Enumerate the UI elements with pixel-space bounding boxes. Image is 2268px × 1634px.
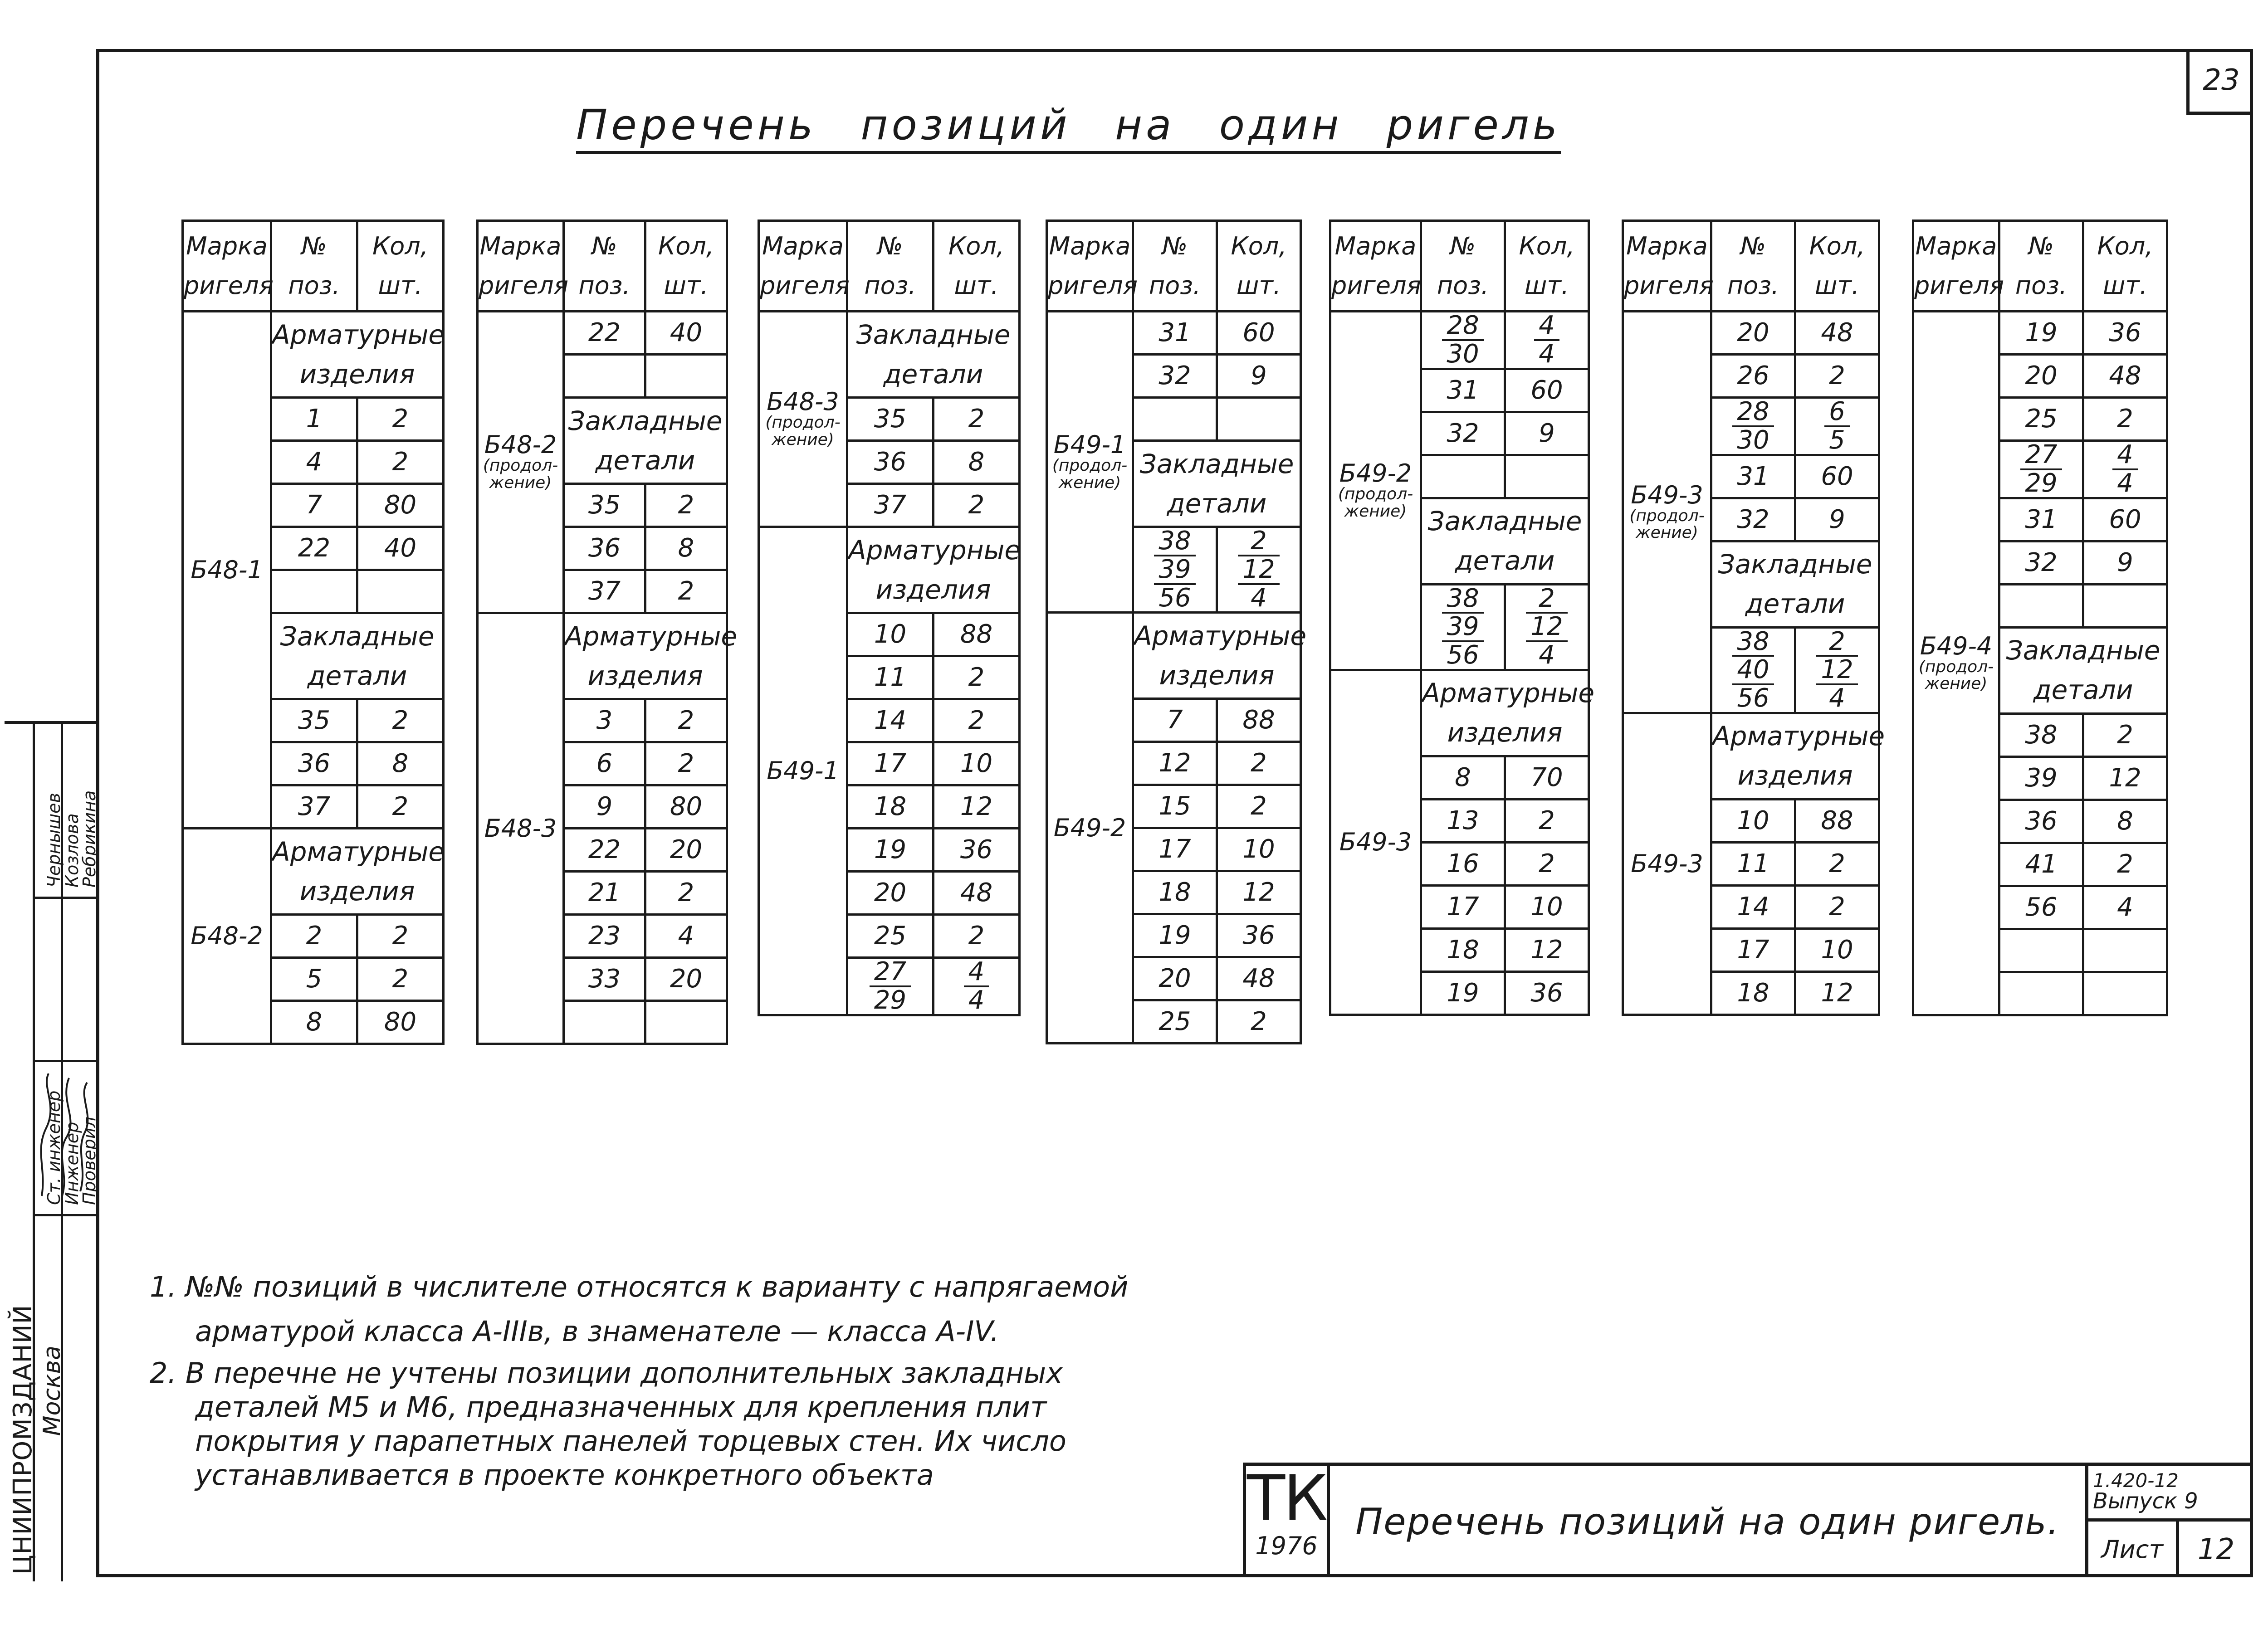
issue: Выпуск 9 (2093, 1488, 2198, 1514)
pos-cell: 18 (1711, 971, 1795, 1015)
qty-cell: 12 (934, 785, 1020, 829)
rigel-mark: Б49-3 (продол-жение) (1623, 312, 1711, 713)
qty-cell: 2 (1217, 1000, 1301, 1044)
pos-cell: 31 (1421, 369, 1505, 412)
pos-cell: 37 (564, 570, 645, 613)
qty-cell (357, 570, 444, 613)
qty-cell: 2 (645, 699, 727, 742)
pos-cell: 17 (1711, 928, 1795, 971)
tk-logo: ТК 1976 (1246, 1466, 1330, 1577)
header-qty: Кол, шт. (2083, 221, 2167, 312)
pos-cell: 35 (847, 398, 934, 441)
qty-cell: 2 (645, 742, 727, 785)
rigel-mark: Б48-1 (183, 312, 271, 829)
qty-cell: 2 (357, 915, 444, 958)
qty-cell: 2 (1795, 355, 1879, 398)
rigel-mark: Б49-4 (продол-жение) (1913, 312, 1999, 1015)
section-label: Закладные детали (1421, 498, 1589, 584)
pos-cell: 26 (1711, 355, 1795, 398)
pos-cell: 41 (1999, 843, 2083, 886)
qty-cell (645, 355, 727, 398)
pos-cell: 20 (1133, 957, 1217, 1000)
qty-cell: 10 (1505, 885, 1589, 928)
pos-cell (564, 355, 645, 398)
role-engineer: Инженер (62, 1122, 82, 1205)
pos-fraction: $\frac{28}{30}$ (1421, 312, 1505, 369)
pos-cell: 38 (1999, 713, 2083, 756)
pos-cell: 10 (1711, 799, 1795, 842)
section-label: Закладные детали (1133, 441, 1301, 527)
qty-cell: 8 (2083, 800, 2167, 843)
title-block (1243, 1463, 2253, 1577)
qty-cell: 2 (645, 570, 727, 613)
qty-cell: 48 (1795, 312, 1879, 355)
header-pos: № поз. (271, 221, 357, 312)
qty-cell: 9 (1217, 355, 1301, 398)
qty-cell: 48 (1217, 957, 1301, 1000)
qty-cell: 20 (645, 829, 727, 872)
position-table-5 (1329, 219, 1595, 1016)
pos-cell: 19 (1133, 914, 1217, 957)
pos-cell: 7 (1133, 699, 1217, 742)
sheet-corner-number: 23 (2186, 49, 2253, 115)
pos-cell: 20 (1711, 312, 1795, 355)
pos-cell: 3 (564, 699, 645, 742)
qty-cell (645, 1001, 727, 1044)
qty-cell (2083, 972, 2167, 1015)
name-kozlova: Козлова (62, 813, 82, 888)
header-mark: Марка ригеля (759, 221, 847, 312)
qty-cell: 2 (1505, 842, 1589, 885)
pos-cell: 36 (847, 441, 934, 484)
position-table-2 (476, 219, 738, 1045)
position-table-7 (1912, 219, 2168, 1016)
pos-cell: 8 (1421, 756, 1505, 799)
header-mark: Марка ригеля (1623, 221, 1711, 312)
pos-fraction: $\frac{27}{29}$ (847, 958, 934, 1015)
pos-cell: 10 (847, 613, 934, 656)
header-pos: № поз. (564, 221, 645, 312)
qty-cell: 2 (2083, 713, 2167, 756)
header-qty: Кол, шт. (357, 221, 444, 312)
qty-cell: 20 (645, 958, 727, 1001)
pos-cell: 20 (847, 872, 934, 915)
pos-cell: 56 (1999, 886, 2083, 929)
rigel-mark: Б48-3 (продол-жение) (759, 312, 847, 527)
header-pos: № поз. (1999, 221, 2083, 312)
qty-cell: 2 (934, 656, 1020, 699)
pos-cell: 5 (271, 958, 357, 1001)
qty-fraction: $\frac{4}{4}$ (1505, 312, 1589, 369)
name-chernyshev: Чернышев (44, 793, 64, 888)
section-label: Арматурные изделия (271, 312, 444, 398)
qty-cell: 10 (1217, 828, 1301, 871)
pos-cell: 17 (1421, 885, 1505, 928)
role-checker: Проверил (79, 1117, 99, 1205)
header-qty: Кол, шт. (934, 221, 1020, 312)
note-2-line-3: покрытия у парапетных панелей торцевых стен. Их число (195, 1424, 1066, 1458)
section-label: Арматурные изделия (1133, 613, 1301, 699)
qty-cell: 4 (2083, 886, 2167, 929)
qty-fraction: $\frac{4}{4}$ (2083, 441, 2167, 498)
rigel-mark: Б49-1 (продол-жение) (1047, 312, 1133, 613)
doc-number-cell (2088, 1466, 2253, 1522)
pos-cell: 4 (271, 441, 357, 484)
qty-cell: 2 (645, 484, 727, 527)
name-rebrikina: Ребрикина (79, 790, 99, 888)
pos-cell: 36 (564, 527, 645, 570)
header-pos: № поз. (1133, 221, 1217, 312)
header-pos: № поз. (847, 221, 934, 312)
qty-cell: 9 (1505, 412, 1589, 455)
qty-cell: 2 (357, 699, 444, 742)
note-2-line-1: 2. В перечне не учтены позиции дополнительных закладных (150, 1356, 1063, 1390)
rigel-mark: Б48-2 (продол-жение) (478, 312, 564, 613)
pos-cell: 31 (1133, 312, 1217, 355)
pos-cell: 37 (271, 785, 357, 829)
pos-cell: 39 (1999, 756, 2083, 800)
qty-cell: 2 (2083, 398, 2167, 441)
qty-cell: 48 (934, 872, 1020, 915)
header-mark: Марка ригеля (1047, 221, 1133, 312)
qty-cell: 2 (934, 699, 1020, 742)
position-table-6 (1622, 219, 1885, 1016)
qty-cell: 2 (357, 398, 444, 441)
qty-cell: 80 (645, 785, 727, 829)
qty-cell: 80 (357, 484, 444, 527)
qty-cell: 2 (357, 441, 444, 484)
role-senior-engineer: Ст. инженер (44, 1090, 64, 1205)
qty-cell: 88 (1217, 699, 1301, 742)
pos-cell: 8 (271, 1001, 357, 1044)
note-1-line-2: арматурой класса А-ІІІв, в знаменателе — класса А-ІV. (195, 1315, 999, 1348)
signatures (33, 1060, 96, 1214)
pos-cell: 23 (564, 915, 645, 958)
qty-cell: 10 (934, 742, 1020, 785)
qty-cell: 36 (934, 829, 1020, 872)
pos-cell (564, 1001, 645, 1044)
pos-cell: 11 (847, 656, 934, 699)
pos-fraction: $\frac{27}{29}$ (1999, 441, 2083, 498)
pos-cell: 1 (271, 398, 357, 441)
qty-fraction: $\frac{4}{4}$ (934, 958, 1020, 1015)
pos-cell: 20 (1999, 355, 2083, 398)
header-pos: № поз. (1711, 221, 1795, 312)
qty-cell (1505, 455, 1589, 498)
pos-cell: 32 (1711, 498, 1795, 541)
pos-cell (1133, 398, 1217, 441)
qty-cell (2083, 584, 2167, 627)
qty-cell: 2 (934, 398, 1020, 441)
position-table-3 (758, 219, 1021, 1016)
qty-cell: 40 (357, 527, 444, 570)
pos-cell (1999, 584, 2083, 627)
qty-cell: 2 (357, 958, 444, 1001)
qty-cell: 70 (1505, 756, 1589, 799)
header-qty: Кол, шт. (1795, 221, 1879, 312)
qty-cell: 12 (2083, 756, 2167, 800)
pos-cell: 36 (271, 742, 357, 785)
pos-cell: 32 (1133, 355, 1217, 398)
qty-cell: 2 (645, 872, 727, 915)
pos-cell: 21 (564, 872, 645, 915)
pos-cell: 35 (271, 699, 357, 742)
qty-cell: 12 (1505, 928, 1589, 971)
rigel-mark: Б48-3 (478, 613, 564, 1044)
section-label: Закладные детали (271, 613, 444, 699)
qty-cell: 10 (1795, 928, 1879, 971)
pos-cell: 18 (1421, 928, 1505, 971)
pos-cell: 32 (1421, 412, 1505, 455)
pos-cell: 32 (1999, 541, 2083, 584)
pos-cell: 7 (271, 484, 357, 527)
qty-cell: 36 (1217, 914, 1301, 957)
pos-cell: 6 (564, 742, 645, 785)
qty-cell: 60 (1795, 455, 1879, 498)
pos-cell: 22 (564, 829, 645, 872)
pos-fraction: $\frac{28}{30}$ (1711, 398, 1795, 455)
rigel-mark: Б49-3 (1623, 713, 1711, 1015)
pos-cell: 18 (1133, 871, 1217, 914)
position-table-1 (181, 219, 445, 1045)
qty-stack: 2 12 4 (1217, 527, 1301, 613)
pos-cell: 9 (564, 785, 645, 829)
qty-fraction: $\frac{6}{5}$ (1795, 398, 1879, 455)
year: 1976 (1255, 1531, 1318, 1560)
pos-cell: 25 (847, 915, 934, 958)
qty-cell: 9 (1795, 498, 1879, 541)
header-mark: Марка ригеля (183, 221, 271, 312)
sheet-label: Лист (2088, 1522, 2179, 1577)
pos-cell: 25 (1133, 1000, 1217, 1044)
rigel-mark: Б48-2 (183, 829, 271, 1044)
pos-cell: 15 (1133, 785, 1217, 828)
rigel-mark: Б49-2 (1047, 613, 1133, 1044)
section-label: Арматурные изделия (1711, 713, 1879, 799)
qty-cell: 2 (1795, 842, 1879, 885)
position-table-4 (1046, 219, 1307, 1044)
header-qty: Кол, шт. (645, 221, 727, 312)
header-qty: Кол, шт. (1217, 221, 1301, 312)
rigel-mark: Б49-3 (1330, 670, 1421, 1015)
qty-cell: 4 (645, 915, 727, 958)
pos-cell: 16 (1421, 842, 1505, 885)
qty-cell: 60 (2083, 498, 2167, 541)
doc-number: 1.420-12 (2093, 1469, 2179, 1492)
qty-cell: 12 (1795, 971, 1879, 1015)
pos-cell (1999, 972, 2083, 1015)
pos-cell: 13 (1421, 799, 1505, 842)
qty-cell: 9 (2083, 541, 2167, 584)
qty-cell: 8 (934, 441, 1020, 484)
header-mark: Марка ригеля (478, 221, 564, 312)
drawing-name: Перечень позиций на один ригель. (1355, 1500, 2060, 1543)
qty-cell: 8 (357, 742, 444, 785)
qty-stack: 2 12 4 (1505, 584, 1589, 670)
header-pos: № поз. (1421, 221, 1505, 312)
qty-cell: 2 (934, 484, 1020, 527)
pos-cell: 22 (271, 527, 357, 570)
page-title: Перечень позиций на один ригель (576, 101, 1561, 154)
pos-stack: 38 39 56 (1133, 527, 1217, 613)
section-label: Закладные детали (1711, 541, 1879, 627)
qty-cell (2083, 929, 2167, 972)
qty-cell: 8 (645, 527, 727, 570)
qty-cell: 48 (2083, 355, 2167, 398)
qty-cell: 40 (645, 312, 727, 355)
pos-cell: 19 (1421, 971, 1505, 1015)
section-label: Арматурные изделия (564, 613, 727, 699)
pos-cell: 14 (1711, 885, 1795, 928)
qty-cell: 88 (934, 613, 1020, 656)
rigel-mark: Б49-1 (759, 527, 847, 1015)
pos-cell: 19 (1999, 312, 2083, 355)
pos-cell: 14 (847, 699, 934, 742)
pos-cell: 19 (847, 829, 934, 872)
pos-cell: 12 (1133, 742, 1217, 785)
rigel-mark: Б49-2 (продол-жение) (1330, 312, 1421, 670)
pos-cell: 25 (1999, 398, 2083, 441)
qty-cell: 2 (1217, 742, 1301, 785)
header-qty: Кол, шт. (1505, 221, 1589, 312)
pos-cell: 11 (1711, 842, 1795, 885)
pos-cell: 18 (847, 785, 934, 829)
qty-cell: 2 (1505, 799, 1589, 842)
section-label: Закладные детали (564, 398, 727, 484)
qty-cell: 2 (357, 785, 444, 829)
pos-cell: 22 (564, 312, 645, 355)
qty-cell: 80 (357, 1001, 444, 1044)
qty-stack: 2 12 4 (1795, 627, 1879, 713)
pos-cell: 31 (1999, 498, 2083, 541)
pos-cell: 35 (564, 484, 645, 527)
qty-cell: 2 (1217, 785, 1301, 828)
pos-cell: 36 (1999, 800, 2083, 843)
qty-cell: 60 (1505, 369, 1589, 412)
section-label: Арматурные изделия (847, 527, 1020, 613)
qty-cell: 60 (1217, 312, 1301, 355)
sidebar-stamp (5, 721, 99, 1581)
org-name: ЦНИИПРОМЗДАНИЙ (8, 1304, 38, 1575)
header-mark: Марка ригеля (1913, 221, 1999, 312)
pos-cell: 31 (1711, 455, 1795, 498)
pos-cell: 17 (1133, 828, 1217, 871)
qty-cell (1217, 398, 1301, 441)
section-label: Арматурные изделия (271, 829, 444, 915)
section-label: Арматурные изделия (1421, 670, 1589, 756)
pos-cell: 33 (564, 958, 645, 1001)
pos-stack: 38 39 56 (1421, 584, 1505, 670)
qty-cell: 2 (1795, 885, 1879, 928)
qty-cell: 2 (2083, 843, 2167, 886)
pos-cell (271, 570, 357, 613)
note-1-line-1: 1. №№ позиций в числителе относятся к варианту с напрягаемой (150, 1270, 1129, 1303)
pos-cell (1421, 455, 1505, 498)
qty-cell: 12 (1217, 871, 1301, 914)
sheet-number: 12 (2197, 1532, 2235, 1566)
note-2-line-2: деталей М5 и М6, предназначенных для крепления плит (195, 1390, 1047, 1424)
pos-cell: 37 (847, 484, 934, 527)
pos-stack: 38 40 56 (1711, 627, 1795, 713)
section-label: Закладные детали (1999, 627, 2167, 713)
pos-cell (1999, 929, 2083, 972)
header-mark: Марка ригеля (1330, 221, 1421, 312)
org-city: Москва (39, 1346, 66, 1436)
note-2-line-4: устанавливается в проекте конкретного объекта (195, 1458, 934, 1492)
qty-cell: 36 (2083, 312, 2167, 355)
qty-cell: 88 (1795, 799, 1879, 842)
pos-cell: 2 (271, 915, 357, 958)
qty-cell: 36 (1505, 971, 1589, 1015)
qty-cell: 2 (934, 915, 1020, 958)
pos-cell: 17 (847, 742, 934, 785)
section-label: Закладные детали (847, 312, 1020, 398)
